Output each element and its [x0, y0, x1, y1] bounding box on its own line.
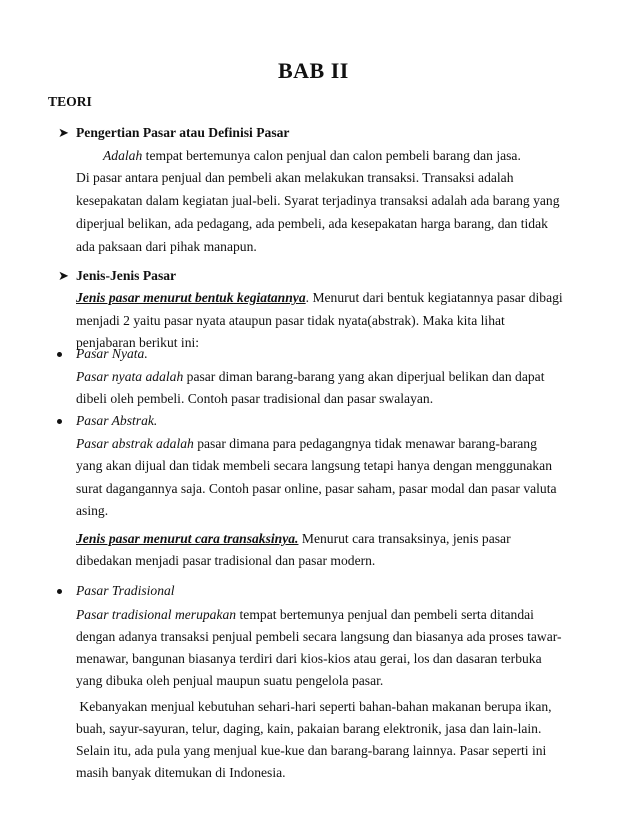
term-pasar-tradisional: Pasar tradisional merupakan [76, 607, 237, 622]
paragraph-line: Selain itu, ada pula yang menjual kue-kue dan barang-barang lainnya. Pasar seperti ini [76, 743, 547, 758]
paragraph-line: masih banyak ditemukan di Indonesia. [76, 765, 286, 780]
section-heading: TEORI [48, 94, 92, 109]
subheading-cara-transaksi: Jenis pasar menurut cara transaksinya. [76, 531, 299, 546]
paragraph-line: ada paksaan dari pihak manapun. [76, 239, 257, 254]
paragraph-line: dibedakan menjadi pasar tradisional dan pasar modern. [76, 553, 376, 568]
text-span: pasar dimana para pedagangnya tidak menawar barang-barang [193, 436, 537, 451]
bullet-dot-icon [57, 352, 62, 357]
paragraph-line [76, 435, 537, 453]
paragraph-line [76, 368, 544, 386]
paragraph-line: diperjual belikan, ada pedagang, ada pembeli, ada kesepakatan harga barang, dan tidak [76, 216, 548, 231]
paragraph-line: menawar, bangunan biasanya terdiri dari kios-kios atau gerai, los dan dasaran terbuka [76, 651, 542, 666]
paragraph-line: yang dibuka oleh penjual maupun suatu pengelola pasar. [76, 673, 384, 688]
paragraph-line: Kebanyakan menjual kebutuhan sehari-hari seperti bahan-bahan makanan berupa ikan, [76, 699, 552, 714]
text-span: Menurut cara transaksinya, jenis pasar [298, 531, 511, 546]
text-span: tempat bertemunya calon penjual dan calon pembeli barang dan jasa. [142, 148, 521, 163]
bullet-dot-icon [57, 419, 62, 424]
list-item-heading: Pasar Nyata. [76, 346, 148, 361]
term-pasar-nyata: Pasar nyata adalah [76, 369, 184, 384]
subsection-heading-jenis: Jenis-Jenis Pasar [76, 268, 177, 283]
paragraph-line: surat dagangannya saja. Contoh pasar online, pasar saham, pasar modal dan pasar valuta [76, 481, 557, 496]
subsection-heading-pengertian: Pengertian Pasar atau Definisi Pasar [76, 125, 290, 140]
text-span: tempat bertemunya penjual dan pembeli serta ditandai [236, 607, 534, 622]
paragraph-line: Di pasar antara penjual dan pembeli akan melakukan transaksi. Transaksi adalah [76, 170, 514, 185]
paragraph-line: yang akan dijual dan tidak membeli secara langsung tetapi hanya dengan menggunakan [76, 458, 552, 473]
arrow-bullet-icon: ➤ [58, 268, 69, 283]
term-adalah: Adalah [103, 148, 143, 163]
paragraph-line [76, 530, 511, 548]
paragraph-line: dengan adanya transaksi penjual pembeli secara langsung dan biasanya ada proses tawar- [76, 629, 562, 644]
list-item-heading: Pasar Tradisional [76, 583, 175, 598]
paragraph-line: buah, sayur-sayuran, telur, daging, kain, pakaian barang elektronik, jasa dan lain-lain. [76, 721, 542, 736]
paragraph-line [76, 606, 534, 624]
text-span: . Menurut dari bentuk kegiatannya pasar dibagi [305, 290, 563, 305]
paragraph-line [76, 289, 563, 307]
paragraph-line: kesepakatan dalam kegiatan jual-beli. Syarat terjadinya transaksi adalah ada barang yang [76, 193, 560, 208]
paragraph-line: asing. [76, 503, 109, 518]
list-item-heading: Pasar Abstrak. [76, 413, 158, 428]
term-pasar-abstrak: Pasar abstrak adalah [76, 436, 194, 451]
chapter-title: BAB II [278, 58, 349, 83]
paragraph-line: menjadi 2 yaitu pasar nyata ataupun pasar tidak nyata(abstrak). Maka kita lihat [76, 313, 505, 328]
paragraph-line: penjabaran berikut ini: [76, 335, 200, 350]
paragraph-line: dibeli oleh pembeli. Contoh pasar tradisional dan pasar swalayan. [76, 391, 434, 406]
subheading-bentuk-kegiatan: Jenis pasar menurut bentuk kegiatannya [76, 290, 306, 305]
arrow-bullet-icon: ➤ [58, 125, 69, 140]
paragraph-line [103, 147, 521, 165]
text-span: pasar diman barang-barang yang akan diperjual belikan dan dapat [183, 369, 545, 384]
bullet-dot-icon [57, 589, 62, 594]
